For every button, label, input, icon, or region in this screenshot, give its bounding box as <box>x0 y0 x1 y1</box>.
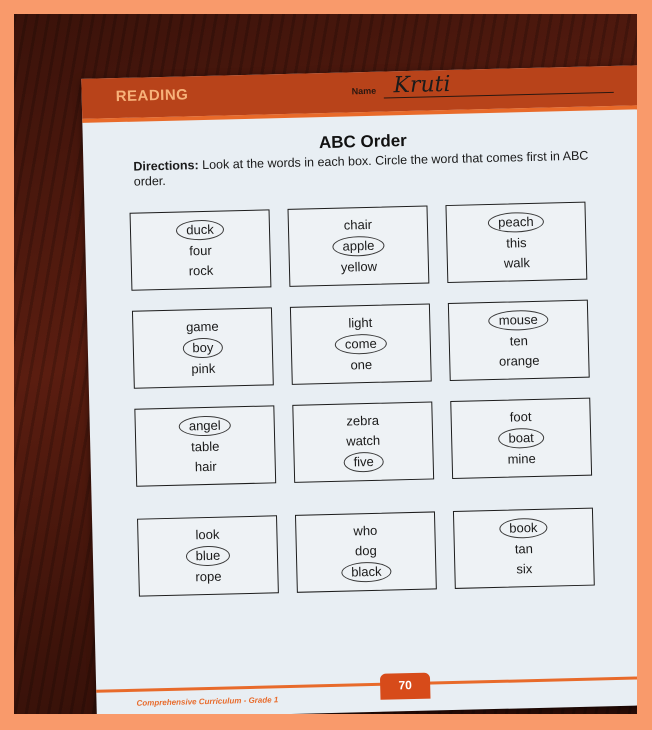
word-box-7 <box>134 405 276 486</box>
word-box-10 <box>137 515 279 596</box>
word-box-8 <box>292 401 434 482</box>
word: hair <box>194 458 217 475</box>
word: light <box>348 314 373 331</box>
word: zebra <box>346 412 380 429</box>
circled-word: angel <box>179 415 231 436</box>
circled-word: apple <box>332 236 384 257</box>
directions-text: Look at the words in each box. Circle the word that comes first in ABC order. <box>133 148 589 189</box>
word: walk <box>503 255 531 271</box>
word-box-1 <box>130 209 272 290</box>
word: six <box>516 561 533 577</box>
circled-word: mouse <box>489 310 549 331</box>
worksheet-page <box>81 65 637 714</box>
word: tan <box>514 541 534 557</box>
circled-word: black <box>341 562 392 583</box>
word-box-5 <box>290 303 432 384</box>
circled-word: peach <box>488 212 544 233</box>
circled-word: book <box>499 518 548 539</box>
section-label: READING <box>115 86 189 106</box>
word: ten <box>509 333 529 349</box>
word: yellow <box>340 258 378 275</box>
student-name: Kruti <box>393 71 451 99</box>
circled-word: blue <box>185 545 230 566</box>
word: four <box>189 242 212 259</box>
word-box-6 <box>448 300 590 381</box>
word: one <box>350 356 373 373</box>
word: this <box>506 235 527 251</box>
word: pink <box>191 360 216 377</box>
wood-table-background <box>14 14 637 714</box>
circled-word: come <box>335 334 387 355</box>
footer-text: Comprehensive Curriculum - Grade 1 <box>136 695 279 708</box>
word: dog <box>354 542 377 559</box>
word: orange <box>498 352 540 369</box>
word: rock <box>188 262 214 279</box>
word: chair <box>343 216 373 233</box>
page-number: 70 <box>380 673 431 700</box>
footer-stripe <box>96 676 637 693</box>
word-box-4 <box>132 307 274 388</box>
worksheet-title: ABC Order <box>318 131 408 153</box>
word: rope <box>195 568 222 585</box>
circled-word: boy <box>182 338 223 359</box>
word-box-grid <box>130 201 610 632</box>
word-box-12 <box>453 508 595 589</box>
word-box-2 <box>288 206 430 287</box>
word-box-3 <box>445 202 587 283</box>
directions-label: Directions: <box>133 158 199 174</box>
circled-word: boat <box>498 428 544 449</box>
word: mine <box>507 450 536 467</box>
word-box-9 <box>450 398 592 479</box>
circled-word: five <box>343 452 384 473</box>
word: watch <box>346 432 381 449</box>
word: game <box>185 318 219 335</box>
name-label: Name <box>351 85 377 97</box>
word: table <box>190 438 220 455</box>
word: who <box>353 522 378 539</box>
word: foot <box>509 409 532 425</box>
word: look <box>195 526 220 543</box>
circled-word: duck <box>176 220 224 241</box>
word-box-11 <box>295 511 437 592</box>
